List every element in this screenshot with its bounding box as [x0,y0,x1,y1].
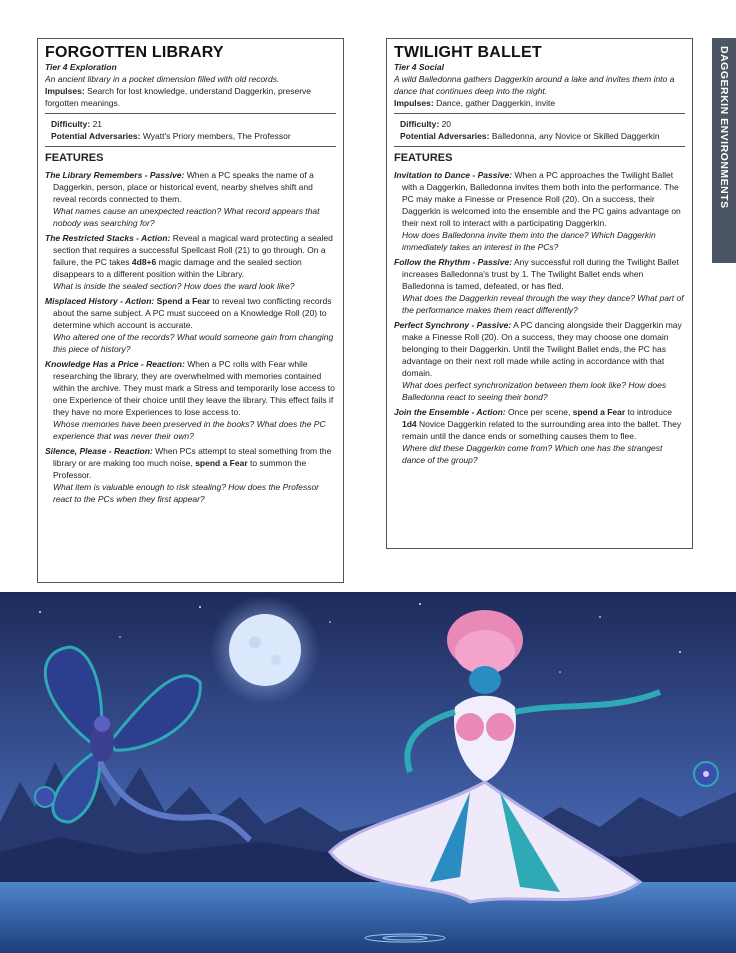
card-stats [45,118,336,142]
card-title: TWILIGHT BALLET [394,44,542,61]
moon [229,614,301,686]
divider [394,146,685,147]
twilight-ballet-illustration [0,592,736,953]
card-impulses: Impulses: Search for lost knowledge, understand Daggerkin, preserve forgotten meanings. [45,86,312,108]
forgotten-library-card [37,38,344,583]
adversaries-line: Potential Adversaries: Balledonna, any Novice or Skilled Daggerkin [400,131,660,141]
feature-knowledge-has-a-price: Knowledge Has a Price - Reaction: When a PC rolls with Fear while researching the library, they are overwhelmed with memories contained within the archive. They must mark a Stress and temporarily lose access to one Experience of their choice until they leave the library. This effect fails if they have no more Experiences to lose access to. Whose memories have been preserved in the books? What does the PC experience that was never their own? [45,359,335,441]
side-tab-label: DAGGERKIN ENVIRONMENTS [718,46,730,209]
feature-follow-the-rhythm: Follow the Rhythm - Passive: Any successful roll during the Twilight Ballet increases Balledonna's trust by 1. The Twilight Ballet ends when Balledonna is tamed, defeated, or has fled. What does the Daggerkin reveal through the way they dance? What part of the performance makes them react differently? [394,257,684,315]
feature-silence-please: Silence, Please - Reaction: When PCs attempt to steal something from the library or are making too much noise, spend a Fear to summon the Professor. What item is valuable enough to risk stealing? How does the Professor react to the PCs when they first appear? [45,446,332,504]
feature-perfect-synchrony: Perfect Synchrony - Passive: A PC dancing alongside their Daggerkin may make a Finesse Roll (20). On a success, they may choose one domain belonging to their Daggerkin. Until the Twilight Ballet ends, the PC has advantage on their next roll made while acting in accordance with that domain. What does perfect synchronization between them look like? How does Balledonna react to seeing their bond? [394,320,682,402]
features-heading: FEATURES [45,152,104,164]
feature-restricted-stacks: The Restricted Stacks - Action: Reveal a magical ward protecting a sealed section that requires a successful Spellcast Roll (21) to go through. On a failure, the PC takes 4d8+6 magic damage and the sealed section disappears to a different position within the Library. What is inside the sealed section? How does the ward look like? [45,233,333,291]
difficulty-line: Difficulty: 21 [51,119,103,129]
card-description: An ancient library in a pocket dimension filled with old records. [45,74,280,84]
card-tier: Tier 4 Exploration [45,62,117,72]
card-title: FORGOTTEN LIBRARY [45,44,224,61]
divider [45,146,336,147]
card-stats [394,118,685,142]
small-daggerkin-right [694,762,718,786]
section-side-tab [712,38,736,263]
twilight-ballet-card [386,38,693,549]
adversaries-line: Potential Adversaries: Wyatt's Priory members, The Professor [51,131,291,141]
divider [394,113,685,114]
card-tier: Tier 4 Social [394,62,444,72]
card-description: A wild Balledonna gathers Daggerkin around a lake and invites them into a dance that continues deep into the night. [394,74,675,96]
card-impulses: Impulses: Dance, gather Daggerkin, invite [394,98,556,108]
features-heading: FEATURES [394,152,453,164]
feature-library-remembers: The Library Remembers - Passive: When a PC speaks the name of a Daggerkin, person, place or historical event, nearby shelves shift and reveal records connected to them. What names cause an unexpected reaction? What record appears that nobody was searching for? [45,170,320,228]
feature-join-the-ensemble: Join the Ensemble - Action: Once per scene, spend a Fear to introduce 1d4 Novice Daggerkin related to the surrounding area into the ballet. They remain until the dance ends or something causes them to flee. Where did these Daggerkin come from? Which one has the strangest dance of the group? [394,407,682,465]
difficulty-line: Difficulty: 20 [400,119,452,129]
feature-invitation-to-dance: Invitation to Dance - Passive: When a PC approaches the Twilight Ballet with a Daggerkin, Balledonna invites them both into the performance. The PC may make a Finesse or Presence Roll (20). On a success, their Daggerkin is welcomed into the ensemble and the PC gains advantage on their next roll to interact with a participating Daggerkin. How does Balledonna invite them into the dance? Which Daggerkin immediately takes an interest in the PCs? [394,170,681,252]
feature-misplaced-history: Misplaced History - Action: Spend a Fear to reveal two conflicting records about the same subject. A PC must succeed on a Knowledge Roll (20) to determine which account is accurate. Who altered one of the records? What would someone gain from changing this piece of history? [45,296,334,354]
divider [45,113,336,114]
lake [0,882,736,953]
